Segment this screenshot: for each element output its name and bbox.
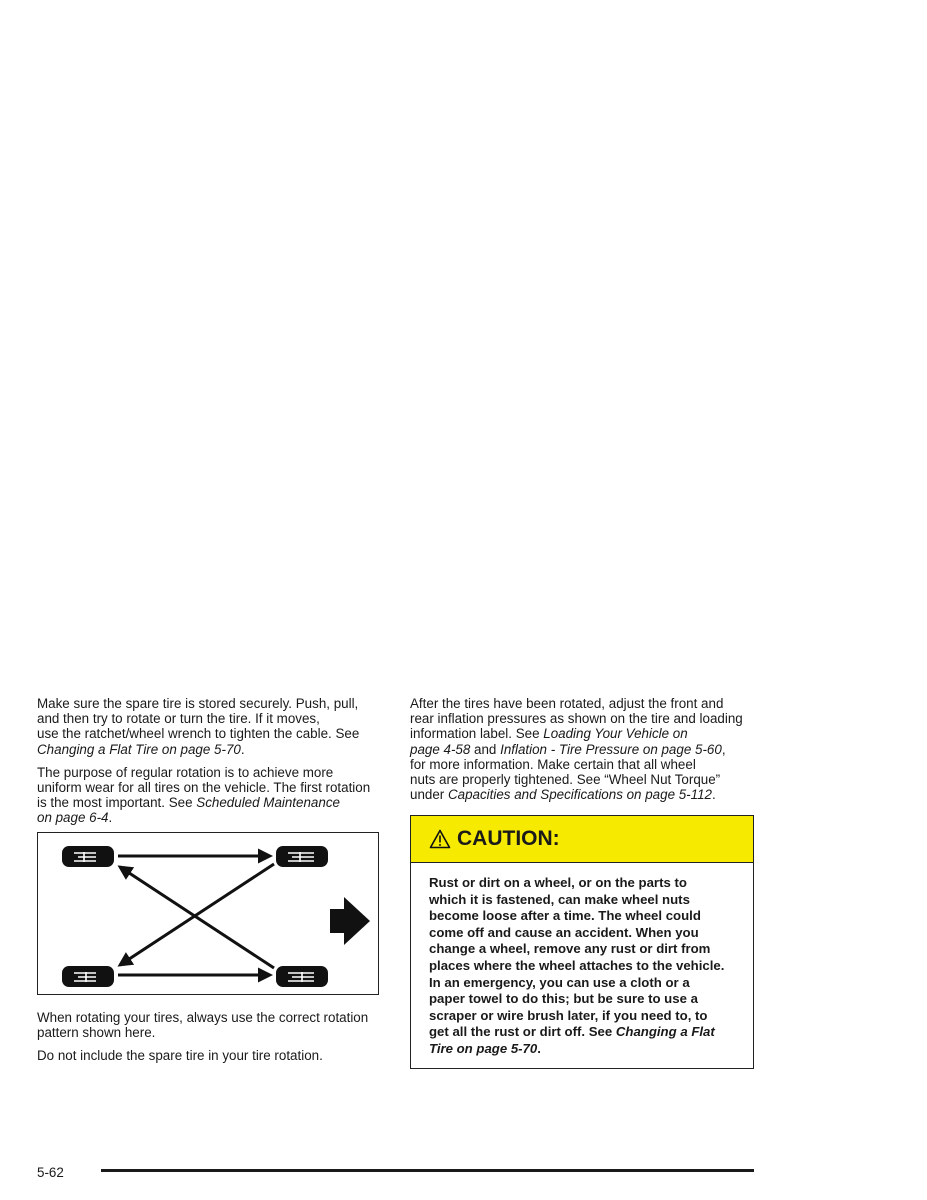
loading-vehicle-link[interactable]: Loading Your Vehicle on xyxy=(543,726,688,742)
caution-text: Rust or dirt on a wheel, or on the parts to which it is fastened, can make wheel nuts become loose after a time. The wheel could come off and cause an accident. When you change a wheel, remove any rust or dirt from places where the wheel attaches to the vehicle. In an emergency, you can use a cloth or a paper towel to do this; but be sure to use a scraper or wire brush later, if you need to, to get all the rust or dirt off. See Changing a Flat Tire on page 5-70. xyxy=(429,875,725,1056)
text-line: uniform wear for all tires on the vehicle. The first rotation xyxy=(37,780,371,796)
direction-arrow-icon xyxy=(330,897,370,945)
caution-title: CAUTION: xyxy=(457,827,560,850)
tire-icon-rear-right xyxy=(276,966,328,987)
rotation-arrow-icon xyxy=(120,864,274,965)
footer-rule xyxy=(101,1169,754,1172)
changing-flat-tire-link[interactable]: Changing a Flat Tire on page 5-70 xyxy=(37,741,241,757)
tire-icon-rear-left xyxy=(62,966,114,987)
scheduled-maintenance-link[interactable]: Scheduled Maintenance xyxy=(196,795,340,811)
text-line: pattern shown here. xyxy=(37,1025,156,1041)
rotation-purpose-paragraph: The purpose of regular rotation is to achieve more uniform wear for all tires on the vehicle. The first rotation is the most important. See Scheduled Maintenance on page 6-4. xyxy=(37,765,387,826)
caution-flat-tire-page-link[interactable]: Tire on page 5-70 xyxy=(429,1040,538,1056)
spare-tire-paragraph: Make sure the spare tire is stored securely. Push, pull, and then try to rotate or turn the tire. If it moves, use the ratchet/wheel wrench to tighten the cable. See Changing a Flat Tire on page 5-70. xyxy=(37,696,387,757)
left-column xyxy=(37,696,387,834)
text-line: The purpose of regular rotation is to achieve more xyxy=(37,764,334,780)
caution-header xyxy=(411,816,753,863)
capacities-specifications-link[interactable]: Capacities and Specifications on page 5-112 xyxy=(447,787,712,803)
tire-icon-front-right xyxy=(276,846,328,867)
rotation-diagram xyxy=(38,833,380,996)
loading-vehicle-page-link[interactable]: page 4-58 xyxy=(410,741,471,757)
caution-box xyxy=(410,815,754,1069)
caution-changing-flat-tire-link[interactable]: Changing a Flat xyxy=(615,1024,715,1040)
rotation-arrow-icon xyxy=(120,867,274,968)
text-line: and then try to rotate or turn the tire. If it moves, xyxy=(37,711,320,727)
inflation-tire-pressure-link[interactable]: Inflation - Tire Pressure on page 5-60 xyxy=(500,741,722,757)
left-column-lower xyxy=(37,1010,387,1072)
tire-icon-front-left xyxy=(62,846,114,867)
tire-rotation-figure xyxy=(37,832,379,995)
text-line: When rotating your tires, always use the correct rotation xyxy=(37,1010,369,1025)
text-line: Do not include the spare tire in your tire rotation. xyxy=(37,1048,323,1064)
spare-exclusion-paragraph xyxy=(37,1048,387,1063)
text-line: Make sure the spare tire is stored securely. Push, pull, xyxy=(37,696,359,711)
rotation-pattern-paragraph xyxy=(37,1010,387,1040)
right-column xyxy=(410,696,758,810)
page-number: 5-62 xyxy=(37,1165,64,1180)
warning-triangle-icon xyxy=(429,829,451,849)
scheduled-maintenance-page-link[interactable]: on page 6-4 xyxy=(37,810,109,826)
inflation-paragraph: After the tires have been rotated, adjust the front and rear inflation pressures as shown on the tire and loading information label. See Loading Your Vehicle on page 4-58 and Inflation - Tire Pressure on page 5-60, for more information. Make certain that all wheel nuts are properly tightened. See “Wheel Nut Torque” under Capacities and Specifications on page 5-112. xyxy=(410,696,743,803)
text-line: use the ratchet/wheel wrench to tighten the cable. See xyxy=(37,726,360,742)
